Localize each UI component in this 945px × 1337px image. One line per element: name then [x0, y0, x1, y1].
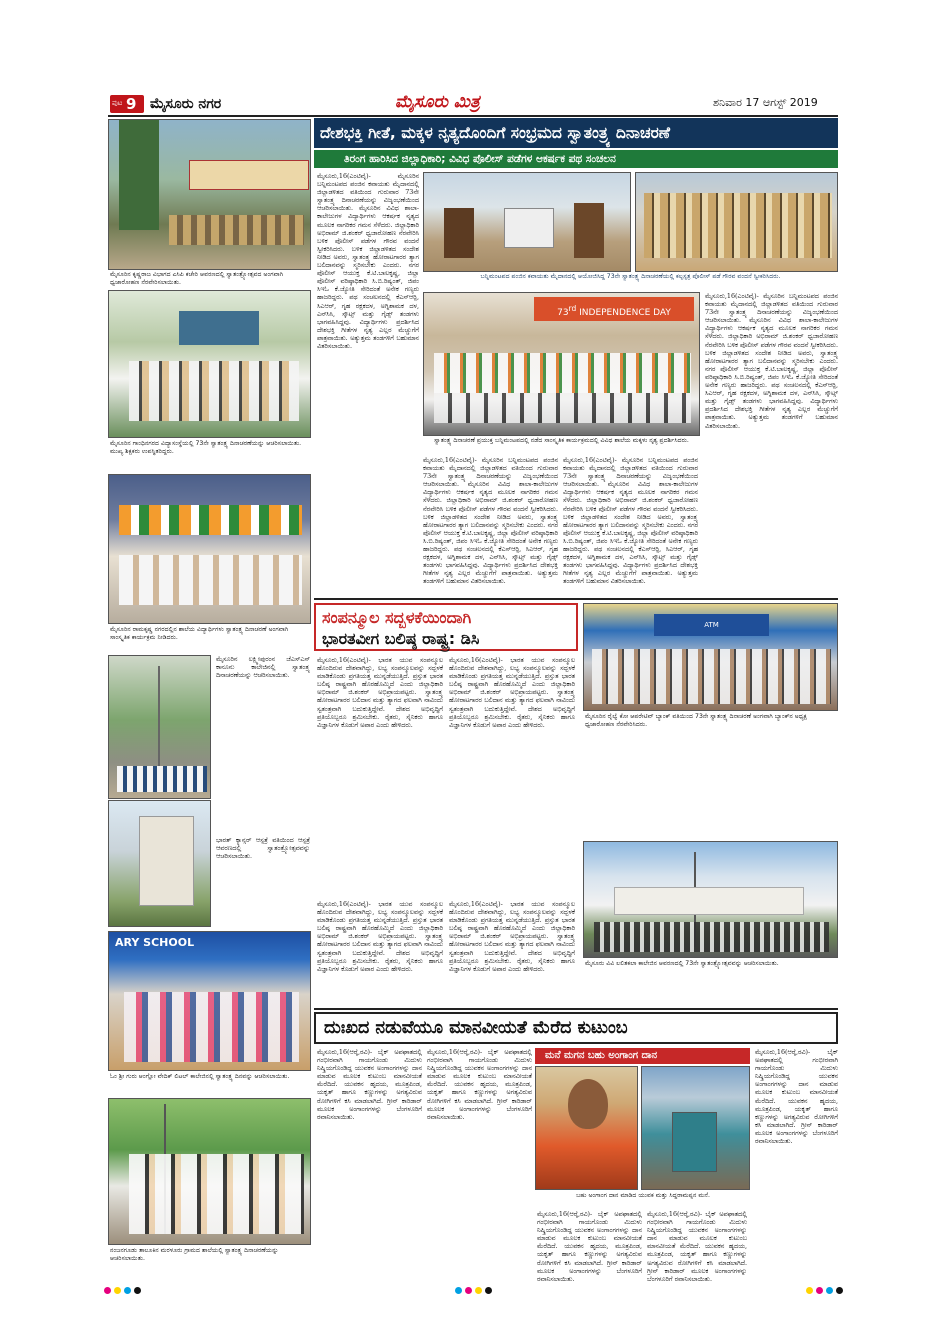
paper-logo: ಮೈಸೂರು ಮಿತ್ರ [395, 92, 480, 112]
registration-dot-yellow-2 [475, 1287, 482, 1294]
caption-law-college: ಮೈಸೂರಿನ ಲಕ್ಷ್ಮೀಪುರಂನ ಜೆಎಸ್‍ಎಸ್ ಕಾನೂನು ಕಾಲೇಜಿನಲ್ಲಿ ಸ್ವಾತಂತ್ರ್ಯ ದಿನಾಚರಣೆಯನ್ನು ಆಚರಿಸಲಾಯಿತು. [216, 655, 310, 680]
registration-dot-magenta [104, 1287, 111, 1294]
photo-little-school: ARY SCHOOL [108, 931, 311, 1071]
story-divider [314, 598, 838, 600]
lead-body-col2: ಮೈಸೂರು,16(ಎಂಟಿವೈ)- ಮೈಸೂರಿನ ಬನ್ನಿಮಂಟಪದ ಪಂಜಿನ ಕವಾಯತು ಮೈದಾನದಲ್ಲಿ ಜಿಲ್ಲಾಡಳಿತದ ವತಿಯಿಂದ ಗುರುವಾರ 73ನೇ ಸ್ವಾತಂತ್ರ್ಯ ದಿನಾಚರಣೆಯನ್ನು ವಿಜೃಂಭಣೆಯಿಂದ ಆಚರಿಸಲಾಯಿತು. ಮೈಸೂರಿನ ವಿವಿಧ ಶಾಲಾ-ಕಾಲೇಜುಗಳ ವಿದ್ಯಾರ್ಥಿಗಳು ಆಕರ್ಷಕ ನೃತ್ಯದ ಮೂಲಕ ನಾಗರಿಕರ ಗಮನ ಸೆಳೆದರು. ಜಿಲ್ಲಾಧಿಕಾರಿ ಅಭಿರಾಮ್ ಜಿ.ಶಂಕರ್ ಧ್ವಜಾರೋಹಣ ನೆರವೇರಿಸಿ ಬಳಿಕ ಪೊಲೀಸ್ ಪಡೆಗಳ ಗೌರವ ವಂದನೆ ಸ್ವೀಕರಿಸಿದರು. ಬಳಿಕ ಜಿಲ್ಲಾಡಳಿತದ ಸಂದೇಶ ನೀಡಿದ ಅವರು, ಸ್ವಾತಂತ್ರ್ಯ ಹೋರಾಟಗಾರರ ತ್ಯಾಗ ಬಲಿದಾನವನ್ನು ಸ್ಮರಿಸಬೇಕು ಎಂದರು. ನಗರ ಪೊಲೀಸ್ ಆಯುಕ್ತ ಕೆ.ಟಿ.ಬಾಲಕೃಷ್ಣ, ಜಿಲ್ಲಾ ಪೊಲೀಸ್ ವರಿಷ್ಠಾಧಿಕಾರಿ ಸಿ.ಬಿ.ರಿಷ್ಯಂತ್, ಜಿಪಂ ಸಿಇಓ ಕೆ.ಜ್ಯೋತಿ ಸೇರಿದಂತೆ ಅನೇಕ ಗಣ್ಯರು ಹಾಜರಿದ್ದರು. ಪಥ ಸಂಚಲನದಲ್ಲಿ ಕೆಎಸ್‍ಆರ್‍ಪಿ, ಸಿಎಆರ್, ಗೃಹ ರಕ್ಷಕದಳ, ಅಗ್ನಿಶಾಮಕ ದಳ, ಎನ್‍ಸಿಸಿ, ಸ್ಕೌಟ್ಸ್ ಮತ್ತು ಗೈಡ್ಸ್ ತಂಡಗಳು ಭಾಗವಹಿಸಿದ್ದವು. ವಿದ್ಯಾರ್ಥಿಗಳು ಪ್ರದರ್ಶಿಸಿದ ದೇಶಭಕ್ತಿ ಗೀತೆಗಳ ನೃತ್ಯ ಎಲ್ಲರ ಮೆಚ್ಚುಗೆಗೆ ಪಾತ್ರವಾಯಿತು. ಅತ್ಯುತ್ತಮ ತಂಡಗಳಿಗೆ ಬಹುಮಾನ ವಿತರಿಸಲಾಯಿತು. [423, 456, 558, 586]
story3-body-col1: ಮೈಸೂರು,16(ಆರ್‍ಕೆ,ರವಿ)- ಬೈಕ್ ಅಪಘಾತದಲ್ಲಿ ಗಂಭೀರವಾಗಿ ಗಾಯಗೊಂಡು ಮಿದುಳು ನಿಷ್ಕ್ರಿಯಗೊಂಡಿದ್ದ ಯುವಕನ ಅಂಗಾಂಗಗಳನ್ನು ದಾನ ಮಾಡುವ ಮೂಲಕ ಕುಟುಂಬ ಮಾನವೀಯತೆ ಮೆರೆದಿದೆ. ಯುವಕನ ಹೃದಯ, ಮೂತ್ರಪಿಂಡ, ಯಕೃತ್ ಹಾಗೂ ಕಣ್ಣುಗಳನ್ನು ಅಗತ್ಯವಿರುವ ರೋಗಿಗಳಿಗೆ ಕಸಿ ಮಾಡಲಾಗಿದೆ. ಗ್ರೀನ್ ಕಾರಿಡಾರ್ ಮೂಲಕ ಅಂಗಾಂಗಗಳನ್ನು ಬೆಂಗಳೂರಿಗೆ ರವಾನಿಸಲಾಯಿತು. [317, 1048, 422, 1121]
story2-body-col2: ಮೈಸೂರು,16(ಎಂಟಿವೈ)- ಭಾರತ ಯುವ ಸಂಪನ್ಮೂಲ ಹೊಂದಿರುವ ದೇಶವಾಗಿದ್ದು, ಲಭ್ಯ ಸಂಪನ್ಮೂಲವನ್ನು ಸದ್ಬಳಕೆ ಮಾಡಿಕೊಂಡು ಪ್ರಗತಿಯತ್ತ ಮುನ್ನಡೆಯುತ್ತಿದೆ. ಪ್ರಸ್ತುತ ಭಾರತ ಬಲಿಷ್ಠ ರಾಷ್ಟ್ರವಾಗಿ ಹೊರಹೊಮ್ಮಿದೆ ಎಂದು ಜಿಲ್ಲಾಧಿಕಾರಿ ಅಭಿರಾಮ್ ಜಿ.ಶಂಕರ್ ಅಭಿಪ್ರಾಯಪಟ್ಟರು. ಸ್ವಾತಂತ್ರ್ಯ ಹೋರಾಟಗಾರರ ಬಲಿದಾನ ಮತ್ತು ತ್ಯಾಗದ ಫಲವಾಗಿ ನಾವಿಂದು ಸ್ವತಂತ್ರವಾಗಿ ಬದುಕುತ್ತಿದ್ದೇವೆ. ದೇಶದ ಅಭಿವೃದ್ಧಿಗೆ ಪ್ರತಿಯೊಬ್ಬರೂ ಶ್ರಮಿಸಬೇಕು. ರೈತರು, ಸೈನಿಕರು ಹಾಗೂ ವಿಜ್ಞಾನಿಗಳ ಕೊಡುಗೆ ಅಪಾರ ಎಂದು ಹೇಳಿದರು. [449, 656, 575, 729]
story2-headline-box [314, 603, 578, 651]
section-title: ಮೈಸೂರು ನಗರ [150, 96, 222, 112]
caption-little-school: ಓಂ ಶ್ರೀ ಗುರು ಆಂಗ್ಲೋ ವೇದಿಕ್ ಲಿಟಲ್ ಕಾಲೇಜಿನಲ್ಲಿ ಸ್ವಾತಂತ್ರ್ಯ ದಿನವನ್ನು ಆಚರಿಸಲಾಯಿತು. [110, 1073, 290, 1080]
story3-body-col2: ಮೈಸೂರು,16(ಆರ್‍ಕೆ,ರವಿ)- ಬೈಕ್ ಅಪಘಾತದಲ್ಲಿ ಗಂಭೀರವಾಗಿ ಗಾಯಗೊಂಡು ಮಿದುಳು ನಿಷ್ಕ್ರಿಯಗೊಂಡಿದ್ದ ಯುವಕನ ಅಂಗಾಂಗಗಳನ್ನು ದಾನ ಮಾಡುವ ಮೂಲಕ ಕುಟುಂಬ ಮಾನವೀಯತೆ ಮೆರೆದಿದೆ. ಯುವಕನ ಹೃದಯ, ಮೂತ್ರಪಿಂಡ, ಯಕೃತ್ ಹಾಗೂ ಕಣ್ಣುಗಳನ್ನು ಅಗತ್ಯವಿರುವ ರೋಗಿಗಳಿಗೆ ಕಸಿ ಮಾಡಲಾಗಿದೆ. ಗ್ರೀನ್ ಕಾರಿಡಾರ್ ಮೂಲಕ ಅಂಗಾಂಗಗಳನ್ನು ಬೆಂಗಳೂರಿಗೆ ರವಾನಿಸಲಾಯಿತು. [427, 1048, 532, 1121]
issue-date: ಶನಿವಾರ 17 ಆಗಸ್ಟ್ 2019 [713, 96, 818, 109]
registration-dot-yellow [114, 1287, 121, 1294]
lead-headline-bar [314, 118, 838, 148]
photo-school-event [108, 290, 311, 438]
registration-dot-magenta-3 [816, 1287, 823, 1294]
story2-headline-line1: ಸಂಪನ್ಮೂಲ ಸದ್ಬಳಕೆಯಿಂದಾಗಿ [322, 608, 472, 627]
registration-dot-magenta-2 [465, 1287, 472, 1294]
photo-police-march [635, 172, 838, 272]
photo-mounted-police [423, 172, 631, 272]
lead-body-col3: ಮೈಸೂರು,16(ಎಂಟಿವೈ)- ಮೈಸೂರಿನ ಬನ್ನಿಮಂಟಪದ ಪಂಜಿನ ಕವಾಯತು ಮೈದಾನದಲ್ಲಿ ಜಿಲ್ಲಾಡಳಿತದ ವತಿಯಿಂದ ಗುರುವಾರ 73ನೇ ಸ್ವಾತಂತ್ರ್ಯ ದಿನಾಚರಣೆಯನ್ನು ವಿಜೃಂಭಣೆಯಿಂದ ಆಚರಿಸಲಾಯಿತು. ಮೈಸೂರಿನ ವಿವಿಧ ಶಾಲಾ-ಕಾಲೇಜುಗಳ ವಿದ್ಯಾರ್ಥಿಗಳು ಆಕರ್ಷಕ ನೃತ್ಯದ ಮೂಲಕ ನಾಗರಿಕರ ಗಮನ ಸೆಳೆದರು. ಜಿಲ್ಲಾಧಿಕಾರಿ ಅಭಿರಾಮ್ ಜಿ.ಶಂಕರ್ ಧ್ವಜಾರೋಹಣ ನೆರವೇರಿಸಿ ಬಳಿಕ ಪೊಲೀಸ್ ಪಡೆಗಳ ಗೌರವ ವಂದನೆ ಸ್ವೀಕರಿಸಿದರು. ಬಳಿಕ ಜಿಲ್ಲಾಡಳಿತದ ಸಂದೇಶ ನೀಡಿದ ಅವರು, ಸ್ವಾತಂತ್ರ್ಯ ಹೋರಾಟಗಾರರ ತ್ಯಾಗ ಬಲಿದಾನವನ್ನು ಸ್ಮರಿಸಬೇಕು ಎಂದರು. ನಗರ ಪೊಲೀಸ್ ಆಯುಕ್ತ ಕೆ.ಟಿ.ಬಾಲಕೃಷ್ಣ, ಜಿಲ್ಲಾ ಪೊಲೀಸ್ ವರಿಷ್ಠಾಧಿಕಾರಿ ಸಿ.ಬಿ.ರಿಷ್ಯಂತ್, ಜಿಪಂ ಸಿಇಓ ಕೆ.ಜ್ಯೋತಿ ಸೇರಿದಂತೆ ಅನೇಕ ಗಣ್ಯರು ಹಾಜರಿದ್ದರು. ಪಥ ಸಂಚಲನದಲ್ಲಿ ಕೆಎಸ್‍ಆರ್‍ಪಿ, ಸಿಎಆರ್, ಗೃಹ ರಕ್ಷಕದಳ, ಅಗ್ನಿಶಾಮಕ ದಳ, ಎನ್‍ಸಿಸಿ, ಸ್ಕೌಟ್ಸ್ ಮತ್ತು ಗೈಡ್ಸ್ ತಂಡಗಳು ಭಾಗವಹಿಸಿದ್ದವು. ವಿದ್ಯಾರ್ಥಿಗಳು ಪ್ರದರ್ಶಿಸಿದ ದೇಶಭಕ್ತಿ ಗೀತೆಗಳ ನೃತ್ಯ ಎಲ್ಲರ ಮೆಚ್ಚುಗೆಗೆ ಪಾತ್ರವಾಯಿತು. ಅತ್ಯುತ್ತಮ ತಂಡಗಳಿಗೆ ಬಹುಮಾನ ವಿತರಿಸಲಾಯಿತು. [563, 456, 698, 586]
photo-police-flag-hoisting [108, 119, 311, 270]
caption-children-dance: ಸ್ವಾತಂತ್ರ್ಯ ದಿನಾಚರಣೆ ಪ್ರಯುಕ್ತ ಬನ್ನಿಮಂಟಪದಲ್ಲಿ ನಡೆದ ಸಾಂಸ್ಕೃತಿಕ ಕಾರ್ಯಕ್ರಮದಲ್ಲಿ ವಿವಿಧ ಶಾಲೆಯ ಮಕ್ಕಳು ನೃತ್ಯ ಪ್ರದರ್ಶಿಸಿದರು. [434, 437, 689, 444]
registration-dot-black-3 [836, 1287, 843, 1294]
lead-subhead: ತಿರಂಗ ಹಾರಿಸಿದ ಜಿಲ್ಲಾಧಿಕಾರಿ; ವಿವಿಧ ಪೊಲೀಸ್ ಪಡೆಗಳ ಆಕರ್ಷಕ ಪಥ ಸಂಚಲನ [344, 153, 616, 165]
page-badge-prefix: ಪುಟ [112, 99, 123, 107]
story2-body-col3: ಮೈಸೂರು,16(ಎಂಟಿವೈ)- ಭಾರತ ಯುವ ಸಂಪನ್ಮೂಲ ಹೊಂದಿರುವ ದೇಶವಾಗಿದ್ದು, ಲಭ್ಯ ಸಂಪನ್ಮೂಲವನ್ನು ಸದ್ಬಳಕೆ ಮಾಡಿಕೊಂಡು ಪ್ರಗತಿಯತ್ತ ಮುನ್ನಡೆಯುತ್ತಿದೆ. ಪ್ರಸ್ತುತ ಭಾರತ ಬಲಿಷ್ಠ ರಾಷ್ಟ್ರವಾಗಿ ಹೊರಹೊಮ್ಮಿದೆ ಎಂದು ಜಿಲ್ಲಾಧಿಕಾರಿ ಅಭಿರಾಮ್ ಜಿ.ಶಂಕರ್ ಅಭಿಪ್ರಾಯಪಟ್ಟರು. ಸ್ವಾತಂತ್ರ್ಯ ಹೋರಾಟಗಾರರ ಬಲಿದಾನ ಮತ್ತು ತ್ಯಾಗದ ಫಲವಾಗಿ ನಾವಿಂದು ಸ್ವತಂತ್ರವಾಗಿ ಬದುಕುತ್ತಿದ್ದೇವೆ. ದೇಶದ ಅಭಿವೃದ್ಧಿಗೆ ಪ್ರತಿಯೊಬ್ಬರೂ ಶ್ರಮಿಸಬೇಕು. ರೈತರು, ಸೈನಿಕರು ಹಾಗೂ ವಿಜ್ಞಾನಿಗಳ ಕೊಡುಗೆ ಅಪಾರ ಎಂದು ಹೇಳಿದರು. [317, 900, 443, 973]
registration-dot-black [134, 1287, 141, 1294]
registration-dot-cyan [124, 1287, 131, 1294]
caption-hospital: ಭಾರತ್ ಕ್ಯಾನ್ಸರ್ ಆಸ್ಪತ್ರೆ ವತಿಯಿಂದ ಆಸ್ಪತ್ರೆ ಆವರಣದಲ್ಲಿ ಸ್ವಾತಂತ್ರ್ಯೋತ್ಸವವನ್ನು ಆಚರಿಸಲಾಯಿತು. [216, 836, 310, 861]
photo-law-college [108, 655, 211, 799]
photo-students-dance [108, 474, 311, 624]
photo-fine-arts-college [583, 841, 838, 958]
story3-body-col3: ಮೈಸೂರು,16(ಆರ್‍ಕೆ,ರವಿ)- ಬೈಕ್ ಅಪಘಾತದಲ್ಲಿ ಗಂಭೀರವಾಗಿ ಗಾಯಗೊಂಡು ಮಿದುಳು ನಿಷ್ಕ್ರಿಯಗೊಂಡಿದ್ದ ಯುವಕನ ಅಂಗಾಂಗಗಳನ್ನು ದಾನ ಮಾಡುವ ಮೂಲಕ ಕುಟುಂಬ ಮಾನವೀಯತೆ ಮೆರೆದಿದೆ. ಯುವಕನ ಹೃದಯ, ಮೂತ್ರಪಿಂಡ, ಯಕೃತ್ ಹಾಗೂ ಕಣ್ಣುಗಳನ್ನು ಅಗತ್ಯವಿರುವ ರೋಗಿಗಳಿಗೆ ಕಸಿ ಮಾಡಲಾಗಿದೆ. ಗ್ರೀನ್ ಕಾರಿಡಾರ್ ಮೂಲಕ ಅಂಗಾಂಗಗಳನ್ನು ಬೆಂಗಳೂರಿಗೆ ರವಾನಿಸಲಾಯಿತು. [537, 1210, 642, 1283]
photo-bank-atm: ATM [583, 603, 838, 711]
caption-parade: ಬನ್ನಿಮಂಟಪದ ಪಂಜಿನ ಕವಾಯತು ಮೈದಾನದಲ್ಲಿ ಆಯೋಜಿಸಿದ್ದ 73ನೇ ಸ್ವಾತಂತ್ರ್ಯ ದಿನಾಚರಣೆಯಲ್ಲಿ ಕಲ್ಪಸ್ಪತ್ರ ಪೊಲೀಸ್ ಪಡೆ ಗೌರವ ವಂದನೆ ಸ್ವೀಕರಿಸಿದರು. [480, 273, 781, 280]
story3-body-col4: ಮೈಸೂರು,16(ಆರ್‍ಕೆ,ರವಿ)- ಬೈಕ್ ಅಪಘಾತದಲ್ಲಿ ಗಂಭೀರವಾಗಿ ಗಾಯಗೊಂಡು ಮಿದುಳು ನಿಷ್ಕ್ರಿಯಗೊಂಡಿದ್ದ ಯುವಕನ ಅಂಗಾಂಗಗಳನ್ನು ದಾನ ಮಾಡುವ ಮೂಲಕ ಕುಟುಂಬ ಮಾನವೀಯತೆ ಮೆರೆದಿದೆ. ಯುವಕನ ಹೃದಯ, ಮೂತ್ರಪಿಂಡ, ಯಕೃತ್ ಹಾಗೂ ಕಣ್ಣುಗಳನ್ನು ಅಗತ್ಯವಿರುವ ರೋಗಿಗಳಿಗೆ ಕಸಿ ಮಾಡಲಾಗಿದೆ. ಗ್ರೀನ್ ಕಾರಿಡಾರ್ ಮೂಲಕ ಅಂಗಾಂಗಗಳನ್ನು ಬೆಂಗಳೂರಿಗೆ ರವಾನಿಸಲಾಯಿತು. [647, 1210, 747, 1283]
story3-headline-box [314, 1012, 838, 1044]
masthead-rule [108, 115, 838, 117]
story2-body-col4: ಮೈಸೂರು,16(ಎಂಟಿವೈ)- ಭಾರತ ಯುವ ಸಂಪನ್ಮೂಲ ಹೊಂದಿರುವ ದೇಶವಾಗಿದ್ದು, ಲಭ್ಯ ಸಂಪನ್ಮೂಲವನ್ನು ಸದ್ಬಳಕೆ ಮಾಡಿಕೊಂಡು ಪ್ರಗತಿಯತ್ತ ಮುನ್ನಡೆಯುತ್ತಿದೆ. ಪ್ರಸ್ತುತ ಭಾರತ ಬಲಿಷ್ಠ ರಾಷ್ಟ್ರವಾಗಿ ಹೊರಹೊಮ್ಮಿದೆ ಎಂದು ಜಿಲ್ಲಾಧಿಕಾರಿ ಅಭಿರಾಮ್ ಜಿ.ಶಂಕರ್ ಅಭಿಪ್ರಾಯಪಟ್ಟರು. ಸ್ವಾತಂತ್ರ್ಯ ಹೋರಾಟಗಾರರ ಬಲಿದಾನ ಮತ್ತು ತ್ಯಾಗದ ಫಲವಾಗಿ ನಾವಿಂದು ಸ್ವತಂತ್ರವಾಗಿ ಬದುಕುತ್ತಿದ್ದೇವೆ. ದೇಶದ ಅಭಿವೃದ್ಧಿಗೆ ಪ್ರತಿಯೊಬ್ಬರೂ ಶ್ರಮಿಸಬೇಕು. ರೈತರು, ಸೈನಿಕರು ಹಾಗೂ ವಿಜ್ಞಾನಿಗಳ ಕೊಡುಗೆ ಅಪಾರ ಎಂದು ಹೇಳಿದರು. [449, 900, 575, 973]
lead-subhead-bar [314, 150, 838, 168]
story3-tag: ಮನೆ ಮಗನ ಬಹು ಅಂಗಾಂಗ ದಾನ [545, 1050, 658, 1061]
story2-body-col1: ಮೈಸೂರು,16(ಎಂಟಿವೈ)- ಭಾರತ ಯುವ ಸಂಪನ್ಮೂಲ ಹೊಂದಿರುವ ದೇಶವಾಗಿದ್ದು, ಲಭ್ಯ ಸಂಪನ್ಮೂಲವನ್ನು ಸದ್ಬಳಕೆ ಮಾಡಿಕೊಂಡು ಪ್ರಗತಿಯತ್ತ ಮುನ್ನಡೆಯುತ್ತಿದೆ. ಪ್ರಸ್ತುತ ಭಾರತ ಬಲಿಷ್ಠ ರಾಷ್ಟ್ರವಾಗಿ ಹೊರಹೊಮ್ಮಿದೆ ಎಂದು ಜಿಲ್ಲಾಧಿಕಾರಿ ಅಭಿರಾಮ್ ಜಿ.ಶಂಕರ್ ಅಭಿಪ್ರಾಯಪಟ್ಟರು. ಸ್ವಾತಂತ್ರ್ಯ ಹೋರಾಟಗಾರರ ಬಲಿದಾನ ಮತ್ತು ತ್ಯಾಗದ ಫಲವಾಗಿ ನಾವಿಂದು ಸ್ವತಂತ್ರವಾಗಿ ಬದುಕುತ್ತಿದ್ದೇವೆ. ದೇಶದ ಅಭಿವೃದ್ಧಿಗೆ ಪ್ರತಿಯೊಬ್ಬರೂ ಶ್ರಮಿಸಬೇಕು. ರೈತರು, ಸೈನಿಕರು ಹಾಗೂ ವಿಜ್ಞಾನಿಗಳ ಕೊಡುಗೆ ಅಪಾರ ಎಂದು ಹೇಳಿದರು. [317, 656, 443, 729]
bottom-story-divider [314, 1008, 838, 1010]
caption-donor: ಬಹು ಅಂಗಾಂಗ ದಾನ ಮಾಡಿದ ಯುವಕ ಮತ್ತು ಸಿದ್ದರಾಮಪ್ಪನ ಮನೆ. [576, 1192, 710, 1199]
caption-school-event: ಮೈಸೂರಿನ ಗಾಂಧಿನಗರದ ವಿದ್ಯಾಸಂಸ್ಥೆಯಲ್ಲಿ 73ನೇ ಸ್ವಾತಂತ್ರ್ಯ ದಿನಾಚರಣೆಯನ್ನು ಆಚರಿಸಲಾಯಿತು. ಮುಖ್ಯ ಶಿಕ್ಷಕರು ಉಪಸ್ಥಿತರಿದ್ದರು. [110, 440, 302, 455]
photo-village-school [108, 1098, 311, 1245]
photo-donor-house [641, 1066, 750, 1190]
caption-students-dance: ಮೈಸೂರಿನ ರಾಮಕೃಷ್ಣ ನಗರದಲ್ಲಿನ ಶಾಲೆಯ ವಿದ್ಯಾರ್ಥಿಗಳು ಸ್ವಾತಂತ್ರ್ಯ ದಿನಾಚರಣೆ ಅಂಗವಾಗಿ ಸಾಂಸ್ಕೃತಿಕ ಕಾರ್ಯಕ್ರಮ ನೀಡಿದರು. [110, 626, 289, 641]
photo-hospital-building [108, 800, 211, 927]
lead-headline: ದೇಶಭಕ್ತಿ ಗೀತೆ, ಮಕ್ಕಳ ನೃತ್ಯದೊಂದಿಗೆ ಸಂಭ್ರಮದ ಸ್ವಾತಂತ್ರ್ಯ ದಿನಾಚರಣೆ [320, 124, 671, 142]
photo-donor-portrait [535, 1066, 638, 1190]
lead-body-col4: ಮೈಸೂರು,16(ಎಂಟಿವೈ)- ಮೈಸೂರಿನ ಬನ್ನಿಮಂಟಪದ ಪಂಜಿನ ಕವಾಯತು ಮೈದಾನದಲ್ಲಿ ಜಿಲ್ಲಾಡಳಿತದ ವತಿಯಿಂದ ಗುರುವಾರ 73ನೇ ಸ್ವಾತಂತ್ರ್ಯ ದಿನಾಚರಣೆಯನ್ನು ವಿಜೃಂಭಣೆಯಿಂದ ಆಚರಿಸಲಾಯಿತು. ಮೈಸೂರಿನ ವಿವಿಧ ಶಾಲಾ-ಕಾಲೇಜುಗಳ ವಿದ್ಯಾರ್ಥಿಗಳು ಆಕರ್ಷಕ ನೃತ್ಯದ ಮೂಲಕ ನಾಗರಿಕರ ಗಮನ ಸೆಳೆದರು. ಜಿಲ್ಲಾಧಿಕಾರಿ ಅಭಿರಾಮ್ ಜಿ.ಶಂಕರ್ ಧ್ವಜಾರೋಹಣ ನೆರವೇರಿಸಿ ಬಳಿಕ ಪೊಲೀಸ್ ಪಡೆಗಳ ಗೌರವ ವಂದನೆ ಸ್ವೀಕರಿಸಿದರು. ಬಳಿಕ ಜಿಲ್ಲಾಡಳಿತದ ಸಂದೇಶ ನೀಡಿದ ಅವರು, ಸ್ವಾತಂತ್ರ್ಯ ಹೋರಾಟಗಾರರ ತ್ಯಾಗ ಬಲಿದಾನವನ್ನು ಸ್ಮರಿಸಬೇಕು ಎಂದರು. ನಗರ ಪೊಲೀಸ್ ಆಯುಕ್ತ ಕೆ.ಟಿ.ಬಾಲಕೃಷ್ಣ, ಜಿಲ್ಲಾ ಪೊಲೀಸ್ ವರಿಷ್ಠಾಧಿಕಾರಿ ಸಿ.ಬಿ.ರಿಷ್ಯಂತ್, ಜಿಪಂ ಸಿಇಓ ಕೆ.ಜ್ಯೋತಿ ಸೇರಿದಂತೆ ಅನೇಕ ಗಣ್ಯರು ಹಾಜರಿದ್ದರು. ಪಥ ಸಂಚಲನದಲ್ಲಿ ಕೆಎಸ್‍ಆರ್‍ಪಿ, ಸಿಎಆರ್, ಗೃಹ ರಕ್ಷಕದಳ, ಅಗ್ನಿಶಾಮಕ ದಳ, ಎನ್‍ಸಿಸಿ, ಸ್ಕೌಟ್ಸ್ ಮತ್ತು ಗೈಡ್ಸ್ ತಂಡಗಳು ಭಾಗವಹಿಸಿದ್ದವು. ವಿದ್ಯಾರ್ಥಿಗಳು ಪ್ರದರ್ಶಿಸಿದ ದೇಶಭಕ್ತಿ ಗೀತೆಗಳ ನೃತ್ಯ ಎಲ್ಲರ ಮೆಚ್ಚುಗೆಗೆ ಪಾತ್ರವಾಯಿತು. ಅತ್ಯುತ್ತಮ ತಂಡಗಳಿಗೆ ಬಹುಮಾನ ವಿತರಿಸಲಾಯಿತು. [705, 292, 838, 430]
caption-police-flag: ಮೈಸೂರಿನ ಕೃಷ್ಣರಾಜ ವಿಭಾಗದ ಎಸಿಪಿ ಕಚೇರಿ ಆವರಣದಲ್ಲಿ ಸ್ವಾತಂತ್ರ್ಯೋತ್ಸವದ ಅಂಗವಾಗಿ ಧ್ವಜಾರೋಹಣ ನೆರವೇರಿಸಲಾಯಿತು. [110, 271, 284, 286]
story2-headline-line2: ಭಾರತವೀಗ ಬಲಿಷ್ಠ ರಾಷ್ಟ್ರ: ಡಿಸಿ [322, 629, 480, 648]
registration-dot-black-2 [485, 1287, 492, 1294]
story3-body-col5: ಮೈಸೂರು,16(ಆರ್‍ಕೆ,ರವಿ)- ಬೈಕ್ ಅಪಘಾತದಲ್ಲಿ ಗಂಭೀರವಾಗಿ ಗಾಯಗೊಂಡು ಮಿದುಳು ನಿಷ್ಕ್ರಿಯಗೊಂಡಿದ್ದ ಯುವಕನ ಅಂಗಾಂಗಗಳನ್ನು ದಾನ ಮಾಡುವ ಮೂಲಕ ಕುಟುಂಬ ಮಾನವೀಯತೆ ಮೆರೆದಿದೆ. ಯುವಕನ ಹೃದಯ, ಮೂತ್ರಪಿಂಡ, ಯಕೃತ್ ಹಾಗೂ ಕಣ್ಣುಗಳನ್ನು ಅಗತ್ಯವಿರುವ ರೋಗಿಗಳಿಗೆ ಕಸಿ ಮಾಡಲಾಗಿದೆ. ಗ್ರೀನ್ ಕಾರಿಡಾರ್ ಮೂಲಕ ಅಂಗಾಂಗಗಳನ್ನು ಬೆಂಗಳೂರಿಗೆ ರವಾನಿಸಲಾಯಿತು. [755, 1048, 838, 1146]
caption-fine-arts: ಮೈಸೂರು ವಿವಿ ಲಲಿತಕಲಾ ಕಾಲೇಜಿನ ಆವರಣದಲ್ಲಿ 73ನೇ ಸ್ವಾತಂತ್ರ್ಯೋತ್ಸವವನ್ನು ಆಚರಿಸಲಾಯಿತು. [585, 960, 779, 967]
registration-dot-yellow-3 [806, 1287, 813, 1294]
photo-children-dance: 73rd INDEPENDENCE DAY [423, 292, 700, 436]
story3-headline: ದುಃಖದ ನಡುವೆಯೂ ಮಾನವೀಯತೆ ಮೆರೆದ ಕುಟುಂಬ [324, 1018, 628, 1038]
story3-tag-bar [535, 1048, 750, 1064]
registration-dot-cyan-3 [826, 1287, 833, 1294]
lead-body-col1: ಮೈಸೂರು,16(ಎಂಟಿವೈ)- ಮೈಸೂರಿನ ಬನ್ನಿಮಂಟಪದ ಪಂಜಿನ ಕವಾಯತು ಮೈದಾನದಲ್ಲಿ ಜಿಲ್ಲಾಡಳಿತದ ವತಿಯಿಂದ ಗುರುವಾರ 73ನೇ ಸ್ವಾತಂತ್ರ್ಯ ದಿನಾಚರಣೆಯನ್ನು ವಿಜೃಂಭಣೆಯಿಂದ ಆಚರಿಸಲಾಯಿತು. ಮೈಸೂರಿನ ವಿವಿಧ ಶಾಲಾ-ಕಾಲೇಜುಗಳ ವಿದ್ಯಾರ್ಥಿಗಳು ಆಕರ್ಷಕ ನೃತ್ಯದ ಮೂಲಕ ನಾಗರಿಕರ ಗಮನ ಸೆಳೆದರು. ಜಿಲ್ಲಾಧಿಕಾರಿ ಅಭಿರಾಮ್ ಜಿ.ಶಂಕರ್ ಧ್ವಜಾರೋಹಣ ನೆರವೇರಿಸಿ ಬಳಿಕ ಪೊಲೀಸ್ ಪಡೆಗಳ ಗೌರವ ವಂದನೆ ಸ್ವೀಕರಿಸಿದರು. ಬಳಿಕ ಜಿಲ್ಲಾಡಳಿತದ ಸಂದೇಶ ನೀಡಿದ ಅವರು, ಸ್ವಾತಂತ್ರ್ಯ ಹೋರಾಟಗಾರರ ತ್ಯಾಗ ಬಲಿದಾನವನ್ನು ಸ್ಮರಿಸಬೇಕು ಎಂದರು. ನಗರ ಪೊಲೀಸ್ ಆಯುಕ್ತ ಕೆ.ಟಿ.ಬಾಲಕೃಷ್ಣ, ಜಿಲ್ಲಾ ಪೊಲೀಸ್ ವರಿಷ್ಠಾಧಿಕಾರಿ ಸಿ.ಬಿ.ರಿಷ್ಯಂತ್, ಜಿಪಂ ಸಿಇಓ ಕೆ.ಜ್ಯೋತಿ ಸೇರಿದಂತೆ ಅನೇಕ ಗಣ್ಯರು ಹಾಜರಿದ್ದರು. ಪಥ ಸಂಚಲನದಲ್ಲಿ ಕೆಎಸ್‍ಆರ್‍ಪಿ, ಸಿಎಆರ್, ಗೃಹ ರಕ್ಷಕದಳ, ಅಗ್ನಿಶಾಮಕ ದಳ, ಎನ್‍ಸಿಸಿ, ಸ್ಕೌಟ್ಸ್ ಮತ್ತು ಗೈಡ್ಸ್ ತಂಡಗಳು ಭಾಗವಹಿಸಿದ್ದವು. ವಿದ್ಯಾರ್ಥಿಗಳು ಪ್ರದರ್ಶಿಸಿದ ದೇಶಭಕ್ತಿ ಗೀತೆಗಳ ನೃತ್ಯ ಎಲ್ಲರ ಮೆಚ್ಚುಗೆಗೆ ಪಾತ್ರವಾಯಿತು. ಅತ್ಯುತ್ತಮ ತಂಡಗಳಿಗೆ ಬಹುಮಾನ ವಿತರಿಸಲಾಯಿತು. [317, 172, 419, 350]
caption-village-school: ನಂಜನಗೂಡು ತಾಲೂಕಿನ ಮರಳೂರು ಗ್ರಾಮದ ಶಾಲೆಯಲ್ಲಿ ಸ್ವಾತಂತ್ರ್ಯ ದಿನಾಚರಣೆಯನ್ನು ಆಚರಿಸಲಾಯಿತು. [110, 1247, 279, 1262]
page-badge [110, 95, 144, 113]
caption-bank: ಮೈಸೂರಿನ ರೈಲ್ವೆ ಕೋ ಆಪರೇಟಿವ್ ಬ್ಯಾಂಕ್ ವತಿಯಿಂದ 73ನೇ ಸ್ವಾತಂತ್ರ್ಯ ದಿನಾಚರಣೆ ಅಂಗವಾಗಿ ಬ್ಯಾಂಕ್‍ನ ಅಧ್ಯಕ್ಷ ಧ್ವಜಾರೋಹಣ ನೆರವೇರಿಸಿದರು. [585, 713, 808, 728]
registration-dot-cyan-2 [455, 1287, 462, 1294]
page-number: 9 [126, 95, 137, 113]
